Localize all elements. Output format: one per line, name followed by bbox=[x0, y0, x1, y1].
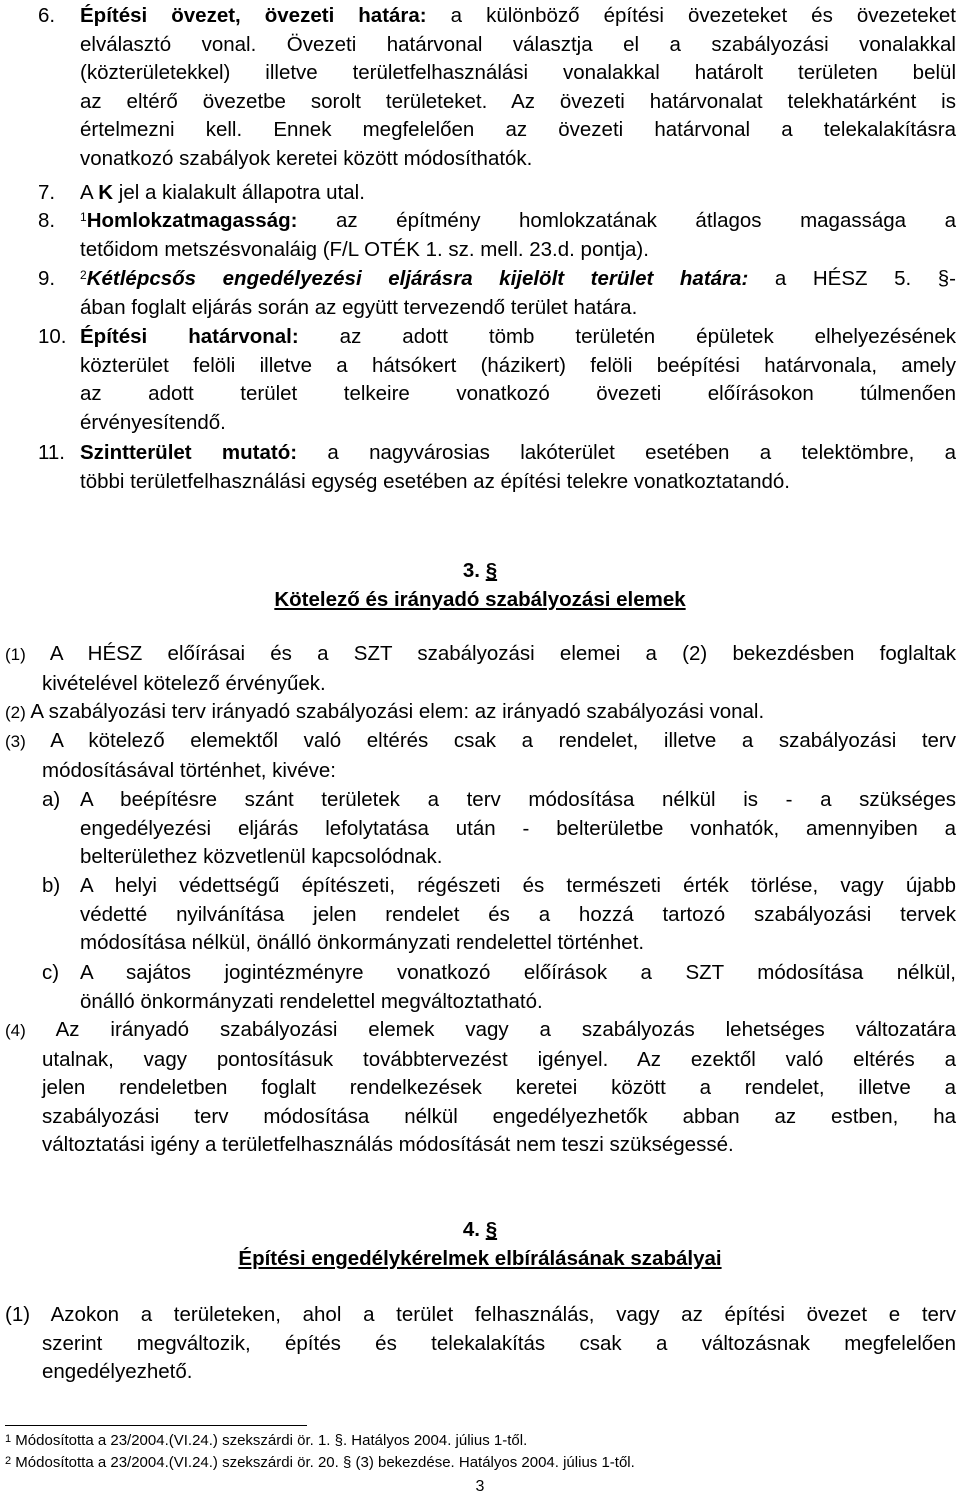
term-label: Kétlépcsős engedélyezési eljárásra kijelölt terület határa: bbox=[86, 267, 749, 290]
sub-item-a: a) A beépítésre szánt területek a terv módosítása nélkül is - a szükséges engedélyezési eljárás lefolytatása után - belterületbe vonhatók, amennyiben a belterülethez közvetlenül kapcsolódnak. bbox=[42, 788, 956, 869]
section-4-paragraph-1: (1) Azokon a területeken, ahol a terület felhasználás, vagy az építési övezet e terv szerint megváltozik, építés és telekalakítás csak a változásnak megfelelően engedélyezhető. bbox=[5, 1303, 956, 1384]
term-label: Építési övezet, övezeti határa: bbox=[80, 4, 427, 27]
definition-11: 11. Szintterület mutató: a nagyvárosias lakóterület esetében a telektömbre, a többi területfelhasználási egység esetében az építési telekre vonatkoztatandó. bbox=[38, 441, 956, 493]
footnote-ref[interactable]: 2 bbox=[80, 268, 87, 282]
item-number: 9. bbox=[38, 267, 56, 290]
definition-10: 10. Építési határvonal: az adott tömb területén épületek elhelyezésének közterület felöli illetve a hátsókert (házikert) felöli beépítési határvonala, amely az adott terület telkeire vonatkozó övezeti előírásokon túlmenően érvényesítendő. bbox=[38, 325, 956, 434]
section-4-title: Építési engedélykérelmek elbírálásának szabályai bbox=[238, 1247, 722, 1270]
footnote-mark: 2 bbox=[5, 1455, 12, 1467]
sub-label: c) bbox=[42, 961, 60, 984]
page-number: 3 bbox=[475, 1478, 485, 1495]
definition-7: 7. A K jel a kialakult állapotra utal. bbox=[38, 179, 956, 208]
item-number: 11. bbox=[38, 441, 65, 464]
definition-9: 9. $^2$Kétlépcsős engedélyezési eljárásra kijelölt terület határa: a HÉSZ 5. §- ában foglalt eljárás során az együtt tervezendő terület határa. bbox=[38, 267, 956, 319]
term-label: Építési határvonal: bbox=[80, 325, 299, 348]
paragraph-sign: § bbox=[485, 1218, 498, 1241]
section-3-paragraph-2: (2) A szabályozási terv irányadó szabályozási elem: az irányadó szabályozási vonal. bbox=[5, 700, 765, 723]
footnote-separator bbox=[5, 1425, 307, 1426]
footnote-2: $^2$ Módosította a 23/2004.(VI.24.) szekszárdi ör. 20. § (3) bekezdése. Hatályos 2004. július 1-től. bbox=[5, 1454, 635, 1471]
section-3-heading: 3. § bbox=[462, 559, 498, 582]
term-label: Szintterület mutató: bbox=[80, 441, 298, 464]
section-3-paragraph-1: (1) A HÉSZ előírásai és a SZT szabályozási elemei a (2) bekezdésben foglaltak kivételével kötelező érvényűek. bbox=[5, 642, 956, 695]
section-3-title: Kötelező és irányadó szabályozási elemek bbox=[274, 588, 686, 611]
paragraph-sign: § bbox=[485, 559, 498, 582]
definition-6: 6. Építési övezet, övezeti határa: a különböző építési övezeteket és övezeteket elválasztó vonal. Övezeti határvonal választja el a szabályozási vonalakkal (közterületekkel) illetve területfelhasználási vonalakkal határolt területen belül az eltérő övezetbe sorolt területeket. Az övezeti határvonalat telekhatárként is értelmezni kell. Ennek megfelelően az övezeti határvonal a telekalakításra vonatkozó szabályok keretei között módosíthatók. bbox=[38, 4, 956, 170]
section-3-paragraph-4: (4) Az irányadó szabályozási elemek vagy a szabályozás lehetséges változatára utalnak, vagy pontosításuk továbbtervezést igényel. Az ezektől való eltérés a jelen rendeletben foglalt rendelkezések keretei között a rendelet, illetve a szabályozási terv módosítása nélkül engedélyezhetők abban az estben, ha változtatási igény a területfelhasználás módosítását nem teszi szükségessé. bbox=[5, 1018, 956, 1157]
footnote-ref[interactable]: 1 bbox=[80, 210, 87, 224]
sub-item-c: c) A sajátos jogintézményre vonatkozó előírások a SZT módosítása nélkül, önálló önkormányzati rendelettel megváltoztatható. bbox=[42, 961, 956, 1013]
sub-item-b: b) A helyi védettségű építészeti, régészeti és természeti érték törlése, vagy újabb védetté nyilvánítása jelen rendelet és a hozzá tartozó szabályozási tervek módosítása nélkül, önálló önkormányzati rendelettel történhet. bbox=[42, 874, 956, 955]
definition-8: 8. $^1$Homlokzatmagasság: az építmény homlokzatának átlagos magassága a tetőidom metszésvonaláig (F/L OTÉK 1. sz. mell. 23.d. pontja). bbox=[38, 209, 956, 261]
item-number: 10. bbox=[38, 325, 67, 348]
sub-label: b) bbox=[42, 874, 61, 897]
item-number: 6. bbox=[38, 4, 56, 27]
section-4-heading: 4. § bbox=[462, 1218, 498, 1241]
section-3-paragraph-3: (3) A kötelező elemektől való eltérés csak a rendelet, illetve a szabályozási terv módosításával történhet, kivéve: bbox=[5, 729, 956, 782]
item-number: 7. bbox=[38, 181, 56, 204]
footnote-1: $^1$ Módosította a 23/2004.(VI.24.) szekszárdi ör. 1. §. Hatályos 2004. július 1-től. bbox=[5, 1432, 528, 1449]
term-label: Homlokzatmagasság: bbox=[86, 209, 298, 232]
footnote-mark: 1 bbox=[5, 1433, 12, 1445]
sub-label: a) bbox=[42, 788, 61, 811]
item-number: 8. bbox=[38, 209, 56, 232]
